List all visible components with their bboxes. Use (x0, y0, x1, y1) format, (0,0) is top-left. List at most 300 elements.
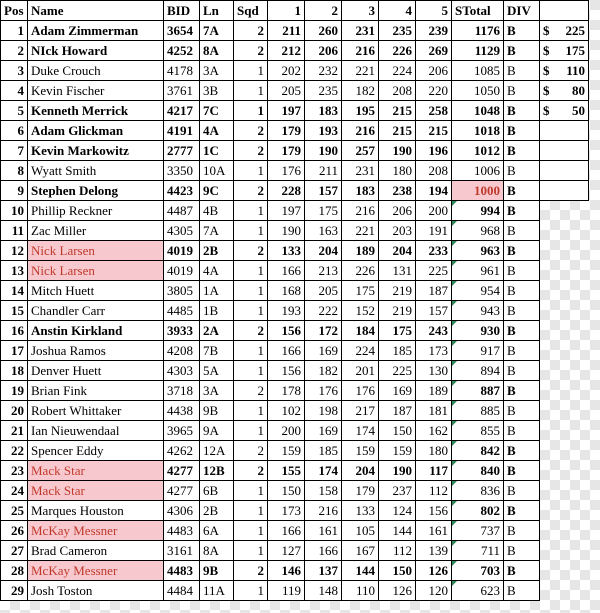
game-1-cell[interactable]: 179 (268, 121, 305, 141)
game-3-cell[interactable]: 224 (342, 341, 379, 361)
game-1-cell[interactable]: 228 (268, 181, 305, 201)
game-5-cell[interactable]: 117 (416, 461, 452, 481)
empty-side-cell[interactable] (540, 181, 589, 201)
game-1-cell[interactable]: 205 (268, 81, 305, 101)
game-4-cell[interactable]: 150 (379, 421, 416, 441)
stotal-cell[interactable]: 703 (452, 561, 504, 581)
game-4-cell[interactable]: 190 (379, 461, 416, 481)
division-cell[interactable]: B (504, 361, 540, 381)
name-cell[interactable]: Joshua Ramos (28, 341, 164, 361)
squad-cell[interactable]: 1 (234, 221, 268, 241)
game-5-cell[interactable]: 112 (416, 481, 452, 501)
game-5-cell[interactable]: 156 (416, 501, 452, 521)
lane-cell[interactable]: 11A (200, 581, 234, 601)
name-cell[interactable]: McKay Messner (28, 561, 164, 581)
bid-cell[interactable]: 4217 (164, 101, 200, 121)
game-1-cell[interactable]: 119 (268, 581, 305, 601)
stotal-cell[interactable]: 840 (452, 461, 504, 481)
game-3-cell[interactable]: 201 (342, 361, 379, 381)
game-3-cell[interactable]: 174 (342, 421, 379, 441)
squad-cell[interactable]: 2 (234, 121, 268, 141)
position-cell[interactable]: 22 (1, 441, 28, 461)
bid-cell[interactable]: 4305 (164, 221, 200, 241)
game-2-cell[interactable]: 260 (305, 21, 342, 41)
name-cell[interactable]: Spencer Eddy (28, 441, 164, 461)
game-1-cell[interactable]: 102 (268, 401, 305, 421)
lane-cell[interactable]: 2A (200, 321, 234, 341)
game-4-cell[interactable]: 226 (379, 41, 416, 61)
division-cell[interactable]: B (504, 401, 540, 421)
lane-cell[interactable]: 2B (200, 501, 234, 521)
game-3-cell[interactable]: 159 (342, 441, 379, 461)
empty-side-cell[interactable] (540, 121, 589, 141)
position-cell[interactable]: 27 (1, 541, 28, 561)
bid-cell[interactable]: 4208 (164, 341, 200, 361)
name-cell[interactable]: Mack Star (28, 461, 164, 481)
header-game-1[interactable]: 1 (268, 1, 305, 21)
squad-cell[interactable]: 1 (234, 201, 268, 221)
header-pos[interactable]: Pos (1, 1, 28, 21)
squad-cell[interactable]: 1 (234, 421, 268, 441)
division-cell[interactable]: B (504, 141, 540, 161)
game-2-cell[interactable]: 157 (305, 181, 342, 201)
lane-cell[interactable]: 4A (200, 261, 234, 281)
name-cell[interactable]: Wyatt Smith (28, 161, 164, 181)
game-2-cell[interactable]: 222 (305, 301, 342, 321)
game-5-cell[interactable]: 180 (416, 441, 452, 461)
position-cell[interactable]: 5 (1, 101, 28, 121)
game-5-cell[interactable]: 239 (416, 21, 452, 41)
division-cell[interactable]: B (504, 241, 540, 261)
division-cell[interactable]: B (504, 561, 540, 581)
game-1-cell[interactable]: 133 (268, 241, 305, 261)
bid-cell[interactable]: 4438 (164, 401, 200, 421)
position-cell[interactable]: 20 (1, 401, 28, 421)
lane-cell[interactable]: 12A (200, 441, 234, 461)
game-3-cell[interactable]: 195 (342, 101, 379, 121)
bid-cell[interactable]: 4483 (164, 561, 200, 581)
position-cell[interactable]: 17 (1, 341, 28, 361)
game-3-cell[interactable]: 189 (342, 241, 379, 261)
game-4-cell[interactable]: 206 (379, 201, 416, 221)
division-cell[interactable]: B (504, 321, 540, 341)
division-cell[interactable]: B (504, 501, 540, 521)
name-cell[interactable]: Duke Crouch (28, 61, 164, 81)
game-1-cell[interactable]: 190 (268, 221, 305, 241)
game-2-cell[interactable]: 183 (305, 101, 342, 121)
header-game-2[interactable]: 2 (305, 1, 342, 21)
game-1-cell[interactable]: 166 (268, 341, 305, 361)
bid-cell[interactable]: 4277 (164, 461, 200, 481)
game-5-cell[interactable]: 189 (416, 381, 452, 401)
game-2-cell[interactable]: 216 (305, 501, 342, 521)
position-cell[interactable]: 12 (1, 241, 28, 261)
game-1-cell[interactable]: 200 (268, 421, 305, 441)
bid-cell[interactable]: 3161 (164, 541, 200, 561)
squad-cell[interactable]: 2 (234, 21, 268, 41)
division-cell[interactable]: B (504, 161, 540, 181)
game-3-cell[interactable]: 216 (342, 121, 379, 141)
game-2-cell[interactable]: 137 (305, 561, 342, 581)
game-3-cell[interactable]: 221 (342, 221, 379, 241)
lane-cell[interactable]: 7A (200, 21, 234, 41)
division-cell[interactable]: B (504, 481, 540, 501)
game-3-cell[interactable]: 231 (342, 21, 379, 41)
game-4-cell[interactable]: 126 (379, 581, 416, 601)
game-1-cell[interactable]: 178 (268, 381, 305, 401)
empty-side-cell[interactable] (540, 141, 589, 161)
game-2-cell[interactable]: 172 (305, 321, 342, 341)
prize-cell[interactable] (540, 21, 589, 41)
game-3-cell[interactable]: 217 (342, 401, 379, 421)
header-game-3[interactable]: 3 (342, 1, 379, 21)
squad-cell[interactable]: 2 (234, 181, 268, 201)
game-3-cell[interactable]: 182 (342, 81, 379, 101)
game-2-cell[interactable]: 205 (305, 281, 342, 301)
game-3-cell[interactable]: 216 (342, 41, 379, 61)
stotal-cell[interactable]: 1048 (452, 101, 504, 121)
game-4-cell[interactable]: 144 (379, 521, 416, 541)
stotal-cell[interactable]: 1085 (452, 61, 504, 81)
division-cell[interactable]: B (504, 281, 540, 301)
game-2-cell[interactable]: 193 (305, 121, 342, 141)
game-5-cell[interactable]: 162 (416, 421, 452, 441)
game-1-cell[interactable]: 150 (268, 481, 305, 501)
stotal-cell[interactable]: 1018 (452, 121, 504, 141)
header-ln[interactable]: Ln (200, 1, 234, 21)
division-cell[interactable]: B (504, 421, 540, 441)
game-2-cell[interactable]: 169 (305, 421, 342, 441)
game-5-cell[interactable]: 233 (416, 241, 452, 261)
division-cell[interactable]: B (504, 521, 540, 541)
game-4-cell[interactable]: 124 (379, 501, 416, 521)
lane-cell[interactable]: 10A (200, 161, 234, 181)
squad-cell[interactable]: 1 (234, 81, 268, 101)
division-cell[interactable]: B (504, 101, 540, 121)
squad-cell[interactable]: 1 (234, 481, 268, 501)
position-cell[interactable]: 29 (1, 581, 28, 601)
name-cell[interactable]: Adam Zimmerman (28, 21, 164, 41)
game-5-cell[interactable]: 120 (416, 581, 452, 601)
game-1-cell[interactable]: 197 (268, 101, 305, 121)
game-2-cell[interactable]: 175 (305, 201, 342, 221)
stotal-cell[interactable]: 623 (452, 581, 504, 601)
prize-cell[interactable] (540, 101, 589, 121)
squad-cell[interactable]: 2 (234, 561, 268, 581)
bid-cell[interactable]: 4262 (164, 441, 200, 461)
game-4-cell[interactable]: 175 (379, 321, 416, 341)
bid-cell[interactable]: 4484 (164, 581, 200, 601)
division-cell[interactable]: B (504, 121, 540, 141)
game-1-cell[interactable]: 166 (268, 261, 305, 281)
header-sqd[interactable]: Sqd (234, 1, 268, 21)
position-cell[interactable]: 25 (1, 501, 28, 521)
game-1-cell[interactable]: 173 (268, 501, 305, 521)
bid-cell[interactable]: 4019 (164, 261, 200, 281)
stotal-cell[interactable]: 954 (452, 281, 504, 301)
game-5-cell[interactable]: 157 (416, 301, 452, 321)
game-5-cell[interactable]: 173 (416, 341, 452, 361)
stotal-cell[interactable]: 855 (452, 421, 504, 441)
position-cell[interactable]: 19 (1, 381, 28, 401)
game-3-cell[interactable]: 184 (342, 321, 379, 341)
bid-cell[interactable]: 3933 (164, 321, 200, 341)
position-cell[interactable]: 7 (1, 141, 28, 161)
game-2-cell[interactable]: 198 (305, 401, 342, 421)
game-4-cell[interactable]: 215 (379, 101, 416, 121)
game-4-cell[interactable]: 204 (379, 241, 416, 261)
game-2-cell[interactable]: 169 (305, 341, 342, 361)
game-5-cell[interactable]: 181 (416, 401, 452, 421)
header-bid[interactable]: BID (164, 1, 200, 21)
division-cell[interactable]: B (504, 261, 540, 281)
squad-cell[interactable]: 1 (234, 521, 268, 541)
game-3-cell[interactable]: 231 (342, 161, 379, 181)
lane-cell[interactable]: 3A (200, 381, 234, 401)
stotal-cell[interactable]: 1050 (452, 81, 504, 101)
game-4-cell[interactable]: 185 (379, 341, 416, 361)
game-1-cell[interactable]: 212 (268, 41, 305, 61)
game-3-cell[interactable]: 204 (342, 461, 379, 481)
game-5-cell[interactable]: 194 (416, 181, 452, 201)
bid-cell[interactable]: 4483 (164, 521, 200, 541)
game-4-cell[interactable]: 224 (379, 61, 416, 81)
division-cell[interactable]: B (504, 181, 540, 201)
game-5-cell[interactable]: 225 (416, 261, 452, 281)
stotal-cell[interactable]: 737 (452, 521, 504, 541)
position-cell[interactable]: 6 (1, 121, 28, 141)
game-2-cell[interactable]: 182 (305, 361, 342, 381)
game-1-cell[interactable]: 155 (268, 461, 305, 481)
squad-cell[interactable]: 1 (234, 501, 268, 521)
position-cell[interactable]: 4 (1, 81, 28, 101)
game-3-cell[interactable]: 175 (342, 281, 379, 301)
stotal-cell[interactable]: 1000 (452, 181, 504, 201)
header-name[interactable]: Name (28, 1, 164, 21)
position-cell[interactable]: 23 (1, 461, 28, 481)
game-5-cell[interactable]: 220 (416, 81, 452, 101)
division-cell[interactable]: B (504, 461, 540, 481)
game-4-cell[interactable]: 208 (379, 81, 416, 101)
bid-cell[interactable]: 4191 (164, 121, 200, 141)
lane-cell[interactable]: 7C (200, 101, 234, 121)
game-4-cell[interactable]: 190 (379, 141, 416, 161)
name-cell[interactable]: Josh Toston (28, 581, 164, 601)
header-game-5[interactable]: 5 (416, 1, 452, 21)
position-cell[interactable]: 15 (1, 301, 28, 321)
game-4-cell[interactable]: 169 (379, 381, 416, 401)
division-cell[interactable]: B (504, 341, 540, 361)
name-cell[interactable]: Robert Whittaker (28, 401, 164, 421)
division-cell[interactable]: B (504, 381, 540, 401)
game-5-cell[interactable]: 130 (416, 361, 452, 381)
game-1-cell[interactable]: 193 (268, 301, 305, 321)
bid-cell[interactable]: 4019 (164, 241, 200, 261)
game-4-cell[interactable]: 203 (379, 221, 416, 241)
game-2-cell[interactable]: 174 (305, 461, 342, 481)
position-cell[interactable]: 8 (1, 161, 28, 181)
game-2-cell[interactable]: 148 (305, 581, 342, 601)
position-cell[interactable]: 28 (1, 561, 28, 581)
squad-cell[interactable]: 1 (234, 61, 268, 81)
game-2-cell[interactable]: 213 (305, 261, 342, 281)
game-1-cell[interactable]: 168 (268, 281, 305, 301)
game-4-cell[interactable]: 187 (379, 401, 416, 421)
division-cell[interactable]: B (504, 61, 540, 81)
division-cell[interactable]: B (504, 441, 540, 461)
stotal-cell[interactable]: 887 (452, 381, 504, 401)
squad-cell[interactable]: 2 (234, 441, 268, 461)
lane-cell[interactable]: 8A (200, 41, 234, 61)
game-1-cell[interactable]: 176 (268, 161, 305, 181)
lane-cell[interactable]: 7B (200, 341, 234, 361)
game-1-cell[interactable]: 156 (268, 321, 305, 341)
position-cell[interactable]: 21 (1, 421, 28, 441)
game-3-cell[interactable]: 257 (342, 141, 379, 161)
squad-cell[interactable]: 1 (234, 581, 268, 601)
position-cell[interactable]: 18 (1, 361, 28, 381)
division-cell[interactable]: B (504, 201, 540, 221)
game-4-cell[interactable]: 235 (379, 21, 416, 41)
division-cell[interactable]: B (504, 541, 540, 561)
game-5-cell[interactable]: 139 (416, 541, 452, 561)
division-cell[interactable]: B (504, 301, 540, 321)
game-3-cell[interactable]: 133 (342, 501, 379, 521)
division-cell[interactable]: B (504, 81, 540, 101)
lane-cell[interactable]: 3B (200, 81, 234, 101)
lane-cell[interactable]: 1B (200, 301, 234, 321)
game-2-cell[interactable]: 163 (305, 221, 342, 241)
stotal-cell[interactable]: 1012 (452, 141, 504, 161)
squad-cell[interactable]: 1 (234, 161, 268, 181)
bid-cell[interactable]: 3761 (164, 81, 200, 101)
division-cell[interactable]: B (504, 221, 540, 241)
name-cell[interactable]: Nick Larsen (28, 241, 164, 261)
squad-cell[interactable]: 1 (234, 361, 268, 381)
prize-cell[interactable] (540, 41, 589, 61)
game-2-cell[interactable]: 211 (305, 161, 342, 181)
position-cell[interactable]: 24 (1, 481, 28, 501)
position-cell[interactable]: 16 (1, 321, 28, 341)
game-2-cell[interactable]: 185 (305, 441, 342, 461)
bid-cell[interactable]: 4306 (164, 501, 200, 521)
lane-cell[interactable]: 8A (200, 541, 234, 561)
stotal-cell[interactable]: 961 (452, 261, 504, 281)
game-1-cell[interactable]: 211 (268, 21, 305, 41)
position-cell[interactable]: 13 (1, 261, 28, 281)
game-3-cell[interactable]: 105 (342, 521, 379, 541)
stotal-cell[interactable]: 836 (452, 481, 504, 501)
game-3-cell[interactable]: 176 (342, 381, 379, 401)
game-4-cell[interactable]: 159 (379, 441, 416, 461)
game-2-cell[interactable]: 158 (305, 481, 342, 501)
stotal-cell[interactable]: 1006 (452, 161, 504, 181)
stotal-cell[interactable]: 968 (452, 221, 504, 241)
squad-cell[interactable]: 1 (234, 301, 268, 321)
game-2-cell[interactable]: 166 (305, 541, 342, 561)
game-2-cell[interactable]: 161 (305, 521, 342, 541)
lane-cell[interactable]: 7A (200, 221, 234, 241)
position-cell[interactable]: 14 (1, 281, 28, 301)
game-3-cell[interactable]: 144 (342, 561, 379, 581)
squad-cell[interactable]: 2 (234, 241, 268, 261)
lane-cell[interactable]: 9C (200, 181, 234, 201)
squad-cell[interactable]: 1 (234, 261, 268, 281)
header-game-4[interactable]: 4 (379, 1, 416, 21)
name-cell[interactable]: Mack Star (28, 481, 164, 501)
position-cell[interactable]: 26 (1, 521, 28, 541)
game-3-cell[interactable]: 221 (342, 61, 379, 81)
bid-cell[interactable]: 3350 (164, 161, 200, 181)
prize-cell[interactable] (540, 81, 589, 101)
squad-cell[interactable]: 1 (234, 101, 268, 121)
game-5-cell[interactable]: 187 (416, 281, 452, 301)
game-3-cell[interactable]: 167 (342, 541, 379, 561)
name-cell[interactable]: Kevin Fischer (28, 81, 164, 101)
lane-cell[interactable]: 1A (200, 281, 234, 301)
game-3-cell[interactable]: 152 (342, 301, 379, 321)
division-cell[interactable]: B (504, 21, 540, 41)
name-cell[interactable]: Ian Nieuwendaal (28, 421, 164, 441)
bid-cell[interactable]: 2777 (164, 141, 200, 161)
name-cell[interactable]: Mitch Huett (28, 281, 164, 301)
lane-cell[interactable]: 3A (200, 61, 234, 81)
stotal-cell[interactable]: 842 (452, 441, 504, 461)
prize-cell[interactable] (540, 61, 589, 81)
bid-cell[interactable]: 3965 (164, 421, 200, 441)
stotal-cell[interactable]: 1176 (452, 21, 504, 41)
name-cell[interactable]: Stephen Delong (28, 181, 164, 201)
game-4-cell[interactable]: 215 (379, 121, 416, 141)
header-stotal[interactable]: STotal (452, 1, 504, 21)
lane-cell[interactable]: 12B (200, 461, 234, 481)
bid-cell[interactable]: 4487 (164, 201, 200, 221)
game-4-cell[interactable]: 237 (379, 481, 416, 501)
name-cell[interactable]: Phillip Reckner (28, 201, 164, 221)
name-cell[interactable]: Zac Miller (28, 221, 164, 241)
game-4-cell[interactable]: 238 (379, 181, 416, 201)
squad-cell[interactable]: 2 (234, 41, 268, 61)
squad-cell[interactable]: 2 (234, 381, 268, 401)
game-5-cell[interactable]: 258 (416, 101, 452, 121)
game-3-cell[interactable]: 110 (342, 581, 379, 601)
position-cell[interactable]: 3 (1, 61, 28, 81)
game-4-cell[interactable]: 219 (379, 281, 416, 301)
stotal-cell[interactable]: 885 (452, 401, 504, 421)
game-1-cell[interactable]: 156 (268, 361, 305, 381)
lane-cell[interactable]: 9B (200, 401, 234, 421)
lane-cell[interactable]: 9B (200, 561, 234, 581)
game-3-cell[interactable]: 179 (342, 481, 379, 501)
lane-cell[interactable]: 1C (200, 141, 234, 161)
position-cell[interactable]: 9 (1, 181, 28, 201)
stotal-cell[interactable]: 994 (452, 201, 504, 221)
game-4-cell[interactable]: 150 (379, 561, 416, 581)
game-5-cell[interactable]: 200 (416, 201, 452, 221)
game-5-cell[interactable]: 126 (416, 561, 452, 581)
game-5-cell[interactable]: 208 (416, 161, 452, 181)
game-4-cell[interactable]: 131 (379, 261, 416, 281)
game-2-cell[interactable]: 176 (305, 381, 342, 401)
bid-cell[interactable]: 4423 (164, 181, 200, 201)
stotal-cell[interactable]: 917 (452, 341, 504, 361)
lane-cell[interactable]: 4B (200, 201, 234, 221)
name-cell[interactable]: Kevin Markowitz (28, 141, 164, 161)
squad-cell[interactable]: 1 (234, 401, 268, 421)
game-1-cell[interactable]: 202 (268, 61, 305, 81)
game-5-cell[interactable]: 243 (416, 321, 452, 341)
division-cell[interactable]: B (504, 41, 540, 61)
